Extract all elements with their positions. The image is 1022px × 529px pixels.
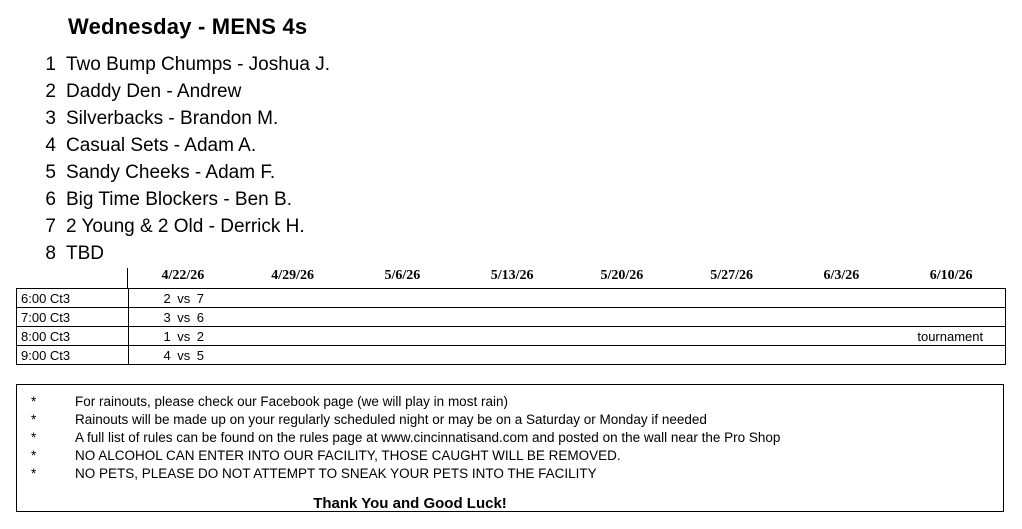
match-cell [677,346,787,364]
match-cell [348,327,458,345]
match-cell [677,308,787,326]
match-cell [677,327,787,345]
team-name: TBD [66,243,104,264]
match-cell [896,289,1006,307]
team-number: 7 [45,216,56,237]
match-team-b: 6 [196,309,204,325]
list-item [34,108,554,135]
bullet-star-icon: * [31,394,37,409]
match-team-a: 3 [163,309,171,325]
match-cell [786,327,896,345]
header-spacer [16,268,128,288]
match-cell [129,289,239,307]
match-vs: vs [177,290,191,306]
team-name: Sandy Cheeks - Adam F. [66,162,276,183]
table-row [17,346,1005,364]
team-number: 3 [45,108,56,129]
schedule-table [16,268,1006,365]
team-name: Daddy Den - Andrew [66,81,242,102]
match-team-a: 2 [163,290,171,306]
note-text: A full list of rules can be found on the rules page at www.cincinnatisand.com and posted on the wall near the Pro Shop [75,430,781,445]
bullet-star-icon: * [31,430,37,445]
time-slot-label: 7:00 Ct3 [17,308,129,326]
match-cell [129,327,239,345]
match-team-b: 2 [196,328,204,344]
list-item [34,135,554,162]
team-name: 2 Young & 2 Old - Derrick H. [66,216,305,237]
note-text: For rainouts, please check our Facebook page (we will play in most rain) [75,394,508,409]
match-cell [567,327,677,345]
bullet-star-icon: * [31,466,37,481]
match-cell [348,346,458,364]
list-item [34,81,554,108]
match-cell [896,308,1006,326]
match-team-a: 1 [163,328,171,344]
team-name: Silverbacks - Brandon M. [66,108,279,129]
table-row [17,327,1005,346]
team-number: 5 [45,162,56,183]
schedule-date-header [16,268,1006,288]
notes-box [16,384,1004,512]
date-header-cell: 5/20/26 [600,268,644,283]
list-item [34,243,554,270]
note-line [17,393,1003,411]
schedule-grid [16,288,1006,365]
team-number: 6 [45,189,56,210]
match-cell [129,308,239,326]
list-item [34,216,554,243]
date-header-cell: 5/6/26 [384,268,421,283]
time-slot-label: 8:00 Ct3 [17,327,129,345]
match-vs: vs [177,347,191,363]
match-cell [129,346,239,364]
match-cell [458,289,568,307]
match-cell [239,346,349,364]
match-team-b: 7 [196,290,204,306]
date-header-cell: 4/29/26 [271,268,315,283]
table-row [17,308,1005,327]
list-item [34,54,554,81]
match-cell [567,346,677,364]
team-number: 1 [45,54,56,75]
date-header-cell: 6/10/26 [929,268,973,283]
match-vs: vs [177,328,191,344]
team-name: Big Time Blockers - Ben B. [66,189,292,210]
note-text: NO PETS, PLEASE DO NOT ATTEMPT TO SNEAK YOUR PETS INTO THE FACILITY [75,466,597,481]
note-line [17,411,1003,429]
note-text: Rainouts will be made up on your regularly scheduled night or may be on a Saturday or Monday if needed [75,412,707,427]
bullet-star-icon: * [31,448,37,463]
team-number: 4 [45,135,56,156]
time-slot-label: 6:00 Ct3 [17,289,129,307]
team-number: 2 [45,81,56,102]
match-cell [458,346,568,364]
match-cell [348,289,458,307]
date-header-cell: 6/3/26 [823,268,860,283]
note-text: NO ALCOHOL CAN ENTER INTO OUR FACILITY, THOSE CAUGHT WILL BE REMOVED. [75,448,621,463]
match-team-a: 4 [163,347,171,363]
match-cell [567,289,677,307]
match-cell [896,346,1006,364]
page-title: Wednesday - MENS 4s [68,14,308,39]
date-header-cell: 5/27/26 [710,268,754,283]
thanks-message: Thank You and Good Luck! [313,495,507,512]
date-header-cell: 4/22/26 [161,268,205,283]
date-header-cell: 5/13/26 [490,268,534,283]
team-name: Casual Sets - Adam A. [66,135,257,156]
match-cell [567,308,677,326]
list-item [34,189,554,216]
team-number: 8 [45,243,56,264]
bullet-star-icon: * [31,412,37,427]
team-list [34,54,554,270]
match-team-b: 5 [196,347,204,363]
match-cell [677,289,787,307]
match-cell [239,327,349,345]
match-cell [786,346,896,364]
table-row [17,289,1005,308]
time-slot-label: 9:00 Ct3 [17,346,129,364]
match-cell [239,289,349,307]
match-cell [239,308,349,326]
match-cell [348,308,458,326]
team-name: Two Bump Chumps - Joshua J. [66,54,330,75]
note-line [17,429,1003,447]
match-vs: vs [177,309,191,325]
list-item [34,162,554,189]
match-cell [786,289,896,307]
match-cell [786,308,896,326]
note-line [17,447,1003,465]
note-line [17,465,1003,483]
match-cell [458,327,568,345]
tournament-cell: tournament [917,328,984,344]
match-cell [458,308,568,326]
